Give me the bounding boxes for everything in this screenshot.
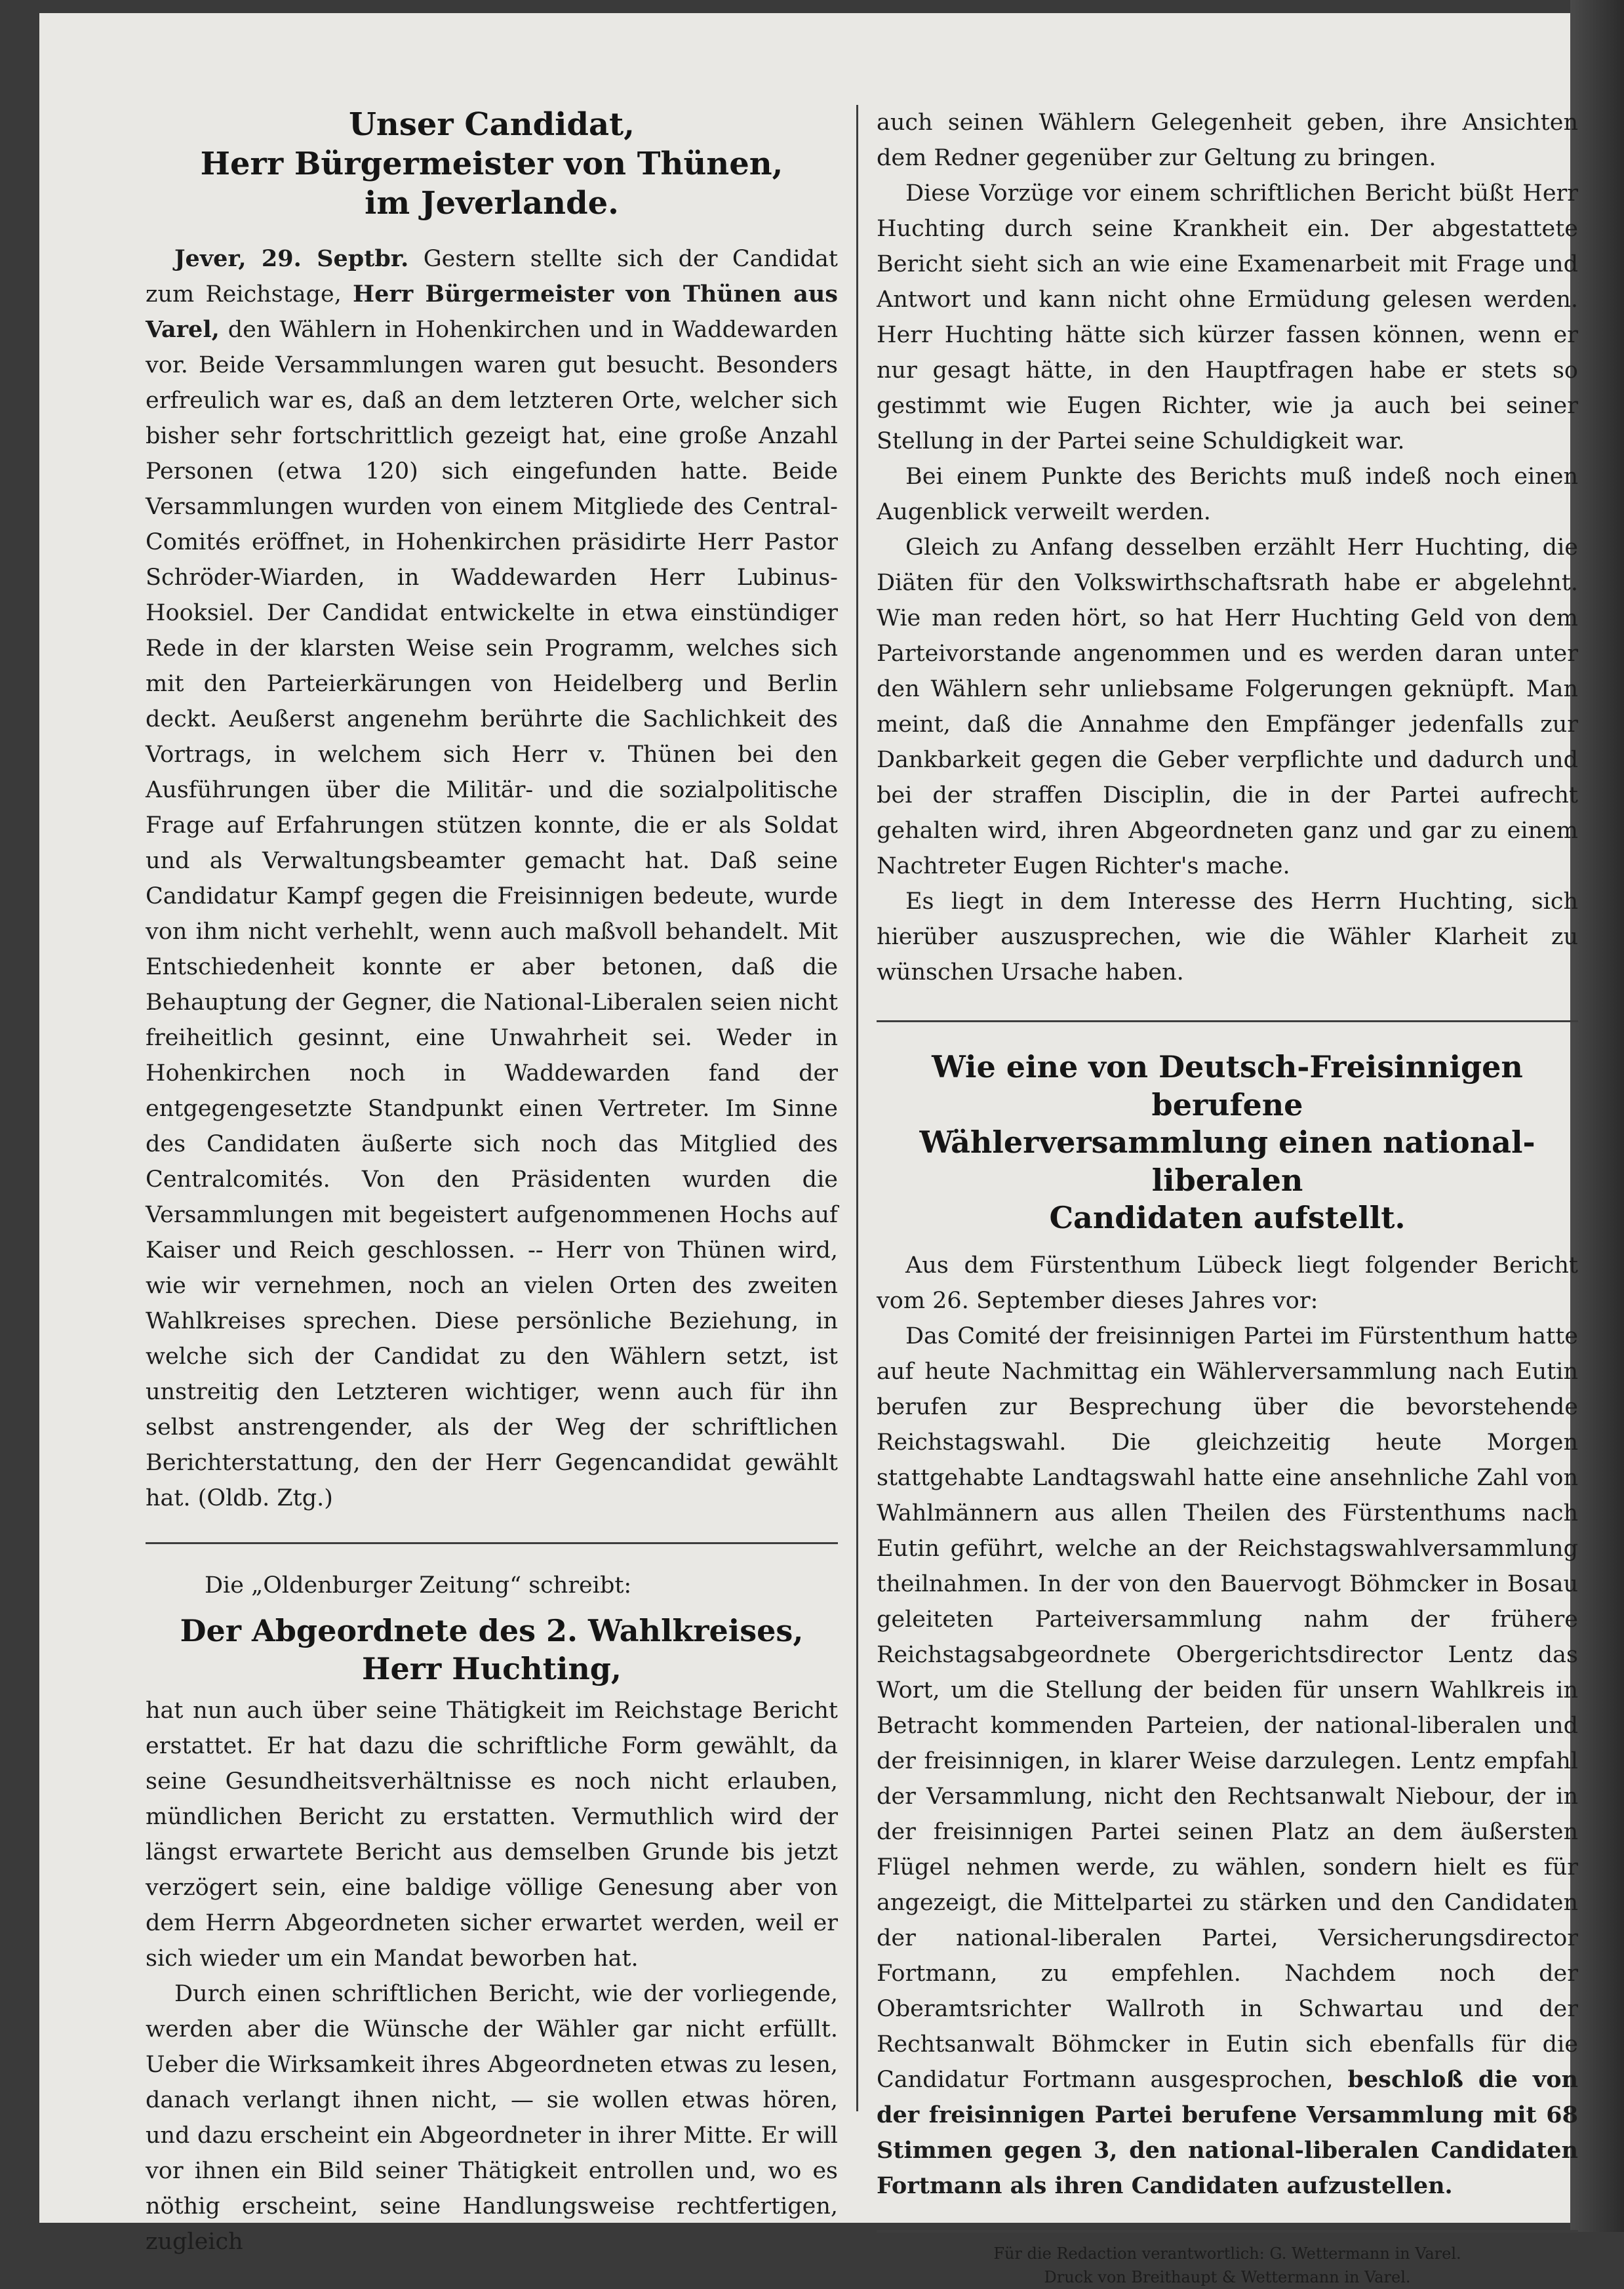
article-eutin [877, 1048, 1578, 2204]
article-paragraph: Gleich zu Anfang desselben erzählt Herr Huchting, die Diäten für den Volkswirthschaftsrath habe er abgelehnt. Wie man reden hört, so hat Herr Huchting Geld von dem Parteivorstande angenommen und es werden daran unter den Wählern sehr unliebsame Folgerungen geknüpft. Man meint, daß die Annahme den Empfänger jedenfalls zur Dankbarkeit gegen die Geber verpflichte und dadurch und bei der straffen Disciplin, die in der Partei aufrecht gehalten wird, ihren Abgeordneten ganz und gar zu einem Nachtreter Eugen Richter's mache. [877, 534, 1578, 879]
article-paragraph [877, 1319, 1578, 2204]
left-column [146, 105, 838, 2259]
headline-line-1: Unser Candidat, [349, 106, 635, 143]
article-intro: Die „Oldenburger Zeitung“ schreibt: [205, 1572, 632, 1599]
text-run: den Wählern in Hohenkirchen und in Waddewarden vor. Beide Versammlungen waren gut besucht. Besonders erfreulich war es, daß an dem letzteren Orte, welcher sich bisher sehr fortschrittlich gezeigt hat, eine große Anzahl Personen (etwa 120) sich eingefunden hatte. Beide Versammlungen wurden von einem Mitgliede des Central-Comités eröffnet, in Hohenkirchen präsidirte Herr Pastor Schröder-Wiarden, in Waddewarden Herr Lubinus-Hooksiel. Der Candidat entwickelte in etwa einstündiger Rede in der klarsten Weise sein Programm, welches sich mit den Parteierkärungen von Heidelberg und Berlin deckt. Aeußerst angenehm berührte die Sachlichkeit des Vortrags, in welchem sich Herr v. Thünen bei den Ausführungen über die Militär- und die sozialpolitische Frage auf Erfahrungen stützen konnte, die er als Soldat und als Verwaltungsbeamter gemacht hat. Daß seine Candidatur Kampf gegen die Freisinnigen bedeute, wurde von ihm nicht verhehlt, wenn auch maßvoll behandelt. Mit Entschiedenheit konnte er aber betonen, daß die Behauptung der Gegner, die National-Liberalen seien nicht freiheitlich gesinnt, eine Unwahrheit sei. Weder in Hohenkirchen noch in Waddewarden fand der entgegengesetzte Standpunkt einen Vertreter. Im Sinne des Candidaten äußerte sich noch das Mitglied des Centralcomités. Von den Präsidenten wurden die Versammlungen mit begeistert aufgenommenen Hochs auf Kaiser und Reich geschlossen. -- Herr von Thünen wird, wie wir vernehmen, noch an vielen Orten des zweiten Wahlkreises sprechen. Diese persönliche Beziehung, in welche sich der Candidat zu den Wählern setzt, ist unstreitig den Letzteren wichtiger, wenn auch für ihn selbst anstrengender, als der Weg der schriftlichen Berichterstattung, den der Herr Gegencandidat gewählt hat. (Oldb. Ztg.) [146, 317, 838, 1511]
article-paragraph: hat nun auch über seine Thätigkeit im Reichstage Bericht erstattet. Er hat dazu die schriftliche Form gewählt, da seine Gesundheitsverhältnisse es noch nicht erlauben, mündlichen Bericht zu erstatten. Vermuthlich wird der längst erwartete Bericht aus demselben Grunde bis jetzt verzögert sein, eine baldige völlige Genesung aber von dem Herrn Abgeordneten sicher erwartet werden, weil er sich wieder um ein Mandat beworben hat. [146, 1698, 838, 1972]
article-paragraph: Aus dem Fürstenthum Lübeck liegt folgender Bericht vom 26. September dieses Jahres vor: [877, 1252, 1578, 1314]
article-paragraph [146, 241, 838, 1516]
article-separator [877, 1020, 1578, 1022]
article-huchting [146, 1568, 838, 2259]
imprint-line: Druck von Breithaupt & Wettermann in Varel. [1044, 2267, 1411, 2286]
dateline: Jever, 29. Septbr. [174, 245, 409, 272]
text-run-bold: Herr Bürgermeister von Thünen aus Varel, [146, 281, 838, 343]
headline-line-1: Der Abgeordnete des 2. Wahlkreises, [180, 1613, 804, 1648]
article-huchting-continued [877, 105, 1578, 990]
article-separator [146, 1542, 838, 1544]
text-run: Gestern stellte sich der Candidat zum Reichstage, [146, 246, 838, 308]
headline-line-3: Candidaten aufstellt. [1049, 1200, 1406, 1235]
article-paragraph: auch seinen Wählern Gelegenheit geben, ihre Ansichten dem Redner gegenüber zur Geltung zu bringen. [877, 109, 1578, 171]
headline-line-3: im Jeverlande. [365, 185, 619, 222]
headline-line-2: Wählerversammlung einen national-liberalen [919, 1125, 1535, 1198]
headline-line-2: Herr Bürgermeister von Thünen, [200, 146, 783, 182]
text-run-bold: beschloß die von der freisinnigen Partei berufene Versammlung mit 68 Stimmen gegen 3, den national-liberalen Candidaten Fortmann als ihren Candidaten aufzustellen. [877, 2065, 1578, 2199]
column-divider [856, 105, 858, 2111]
imprint-line: Für die Redaction verantwortlich: G. Wettermann in Varel. [993, 2244, 1461, 2263]
text-run: Das Comité der freisinnigen Partei im Fürstenthum hatte auf heute Nachmittag ein Wählerversammlung nach Eutin berufen zur Besprechung über die bevorstehende Reichstagswahl. Die gleichzeitig heute Morgen stattgehabte Landtagswahl hatte eine ansehnliche Zahl von Wahlmännern aus allen Theilen des Fürstenthums nach Eutin geführt, welche an der Reichstagswahlversammlung theilnahmen. In der von den Bauervogt Böhmcker in Bosau geleiteten Parteiversammlung nahm der frühere Reichstagsabgeordnete Obergerichtsdirector Lentz das Wort, um die Stellung der beiden für unsern Wahlkreis in Betracht kommenden Parteien, der national-liberalen und der freisinnigen, in klarer Weise darzulegen. Lentz empfahl der Versammlung, nicht den Rechtsanwalt Niebour, der in der freisinnigen Partei seinen Platz an dem äußersten Flügel nehmen werde, zu wählen, sondern hielt es für angezeigt, die Mittelpartei zu stärken und den Candidaten der national-liberalen Partei, Versicherungsdirector Fortmann, zu empfehlen. Nachdem noch der Oberamtsrichter Wallroth in Schwartau und der Rechtsanwalt Böhmcker in Eutin sich ebenfalls für die Candidatur Fortmann ausgesprochen, [877, 1323, 1578, 2093]
article-paragraph: Bei einem Punkte des Berichts muß indeß noch einen Augenblick verweilt werden. [877, 464, 1578, 525]
headline-line-1: Wie eine von Deutsch-Freisinnigen berufene [932, 1049, 1523, 1123]
right-column [877, 105, 1578, 2289]
headline-line-2: Herr Huchting, [362, 1650, 622, 1686]
article-thuenen [146, 105, 838, 1516]
article-paragraph: Diese Vorzüge vor einem schriftlichen Bericht büßt Herr Huchting durch seine Krankheit ein. Der abgestattete Bericht sieht sich an wie eine Examenarbeit mit Frage und Antwort und kann nicht ohne Ermüdung gelesen werden. Herr Huchting hätte sich kürzer fassen können, wenn er nur gesagt hätte, in den Hauptfragen habe er stets so gestimmt wie Eugen Richter, wie ja auch bei seiner Stellung in der Partei seine Schuldigkeit war. [877, 180, 1578, 454]
article-paragraph: Durch einen schriftlichen Bericht, wie der vorliegende, werden aber die Wünsche der Wähler gar nicht erfüllt. Ueber die Wirksamkeit ihres Abgeordneten etwas zu lesen, danach verlangt ihnen nicht, — sie wollen etwas hören, und dazu erscheint ein Abgeordneter in ihrer Mitte. Er will vor ihnen ein Bild seiner Thätigkeit entrollen und, wo es nöthig erscheint, seine Handlungsweise rechtfertigen, zugleich [146, 1981, 838, 2255]
article-paragraph: Es liegt in dem Interesse des Herrn Huchting, sich hierüber auszusprechen, wie die Wähler Klarheit zu wünschen Ursache haben. [877, 888, 1578, 985]
scan-edge [1570, 0, 1624, 2232]
